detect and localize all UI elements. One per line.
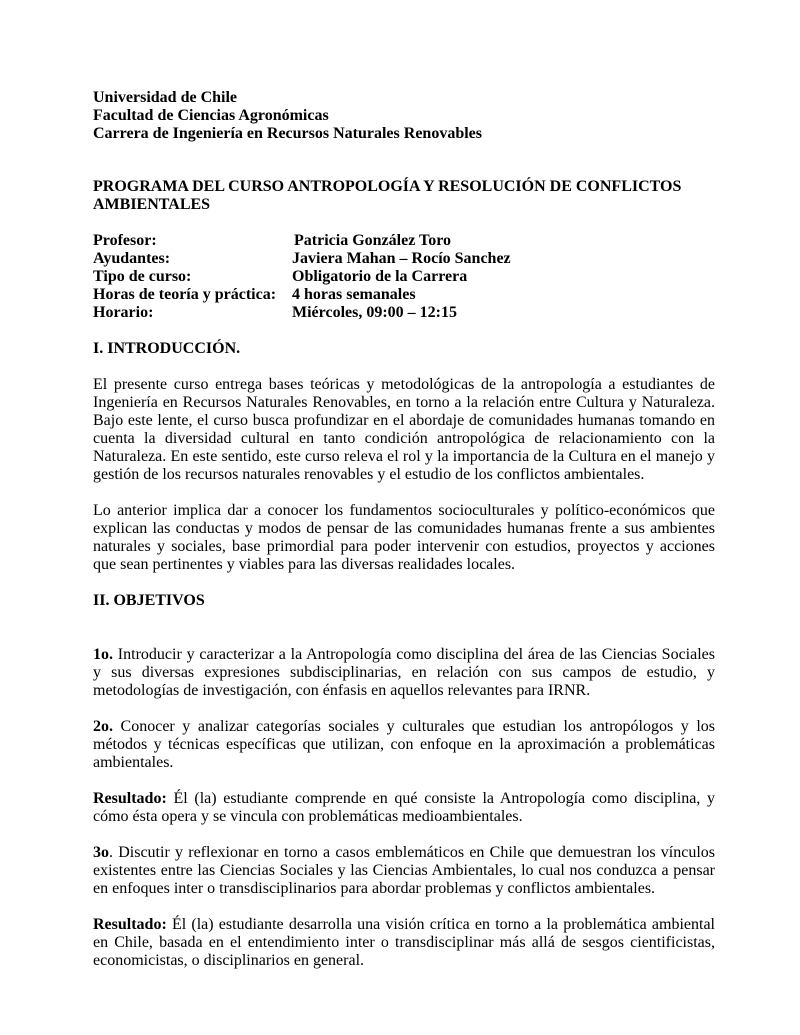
course-type-label: Tipo de curso:: [93, 268, 192, 285]
objective-3-label: 3o: [93, 844, 109, 861]
schedule-value: Miércoles, 09:00 – 12:15: [292, 304, 457, 321]
course-info-table: [93, 232, 511, 322]
objective-3: [93, 844, 715, 898]
objectives-heading: II. OBJETIVOS: [93, 592, 205, 609]
info-row-assistants: [93, 250, 511, 268]
info-row-course-type: [93, 268, 511, 286]
hours-label: Horas de teoría y práctica:: [93, 286, 277, 303]
course-type-value: Obligatorio de la Carrera: [292, 268, 468, 285]
result-2: [93, 790, 715, 826]
objective-2-label: 2o.: [93, 718, 113, 735]
objective-3-text: . Discutir y reflexionar en torno a casos emblemáticos en Chile que demuestran los vínculos existentes entre las Ciencias Sociales y las Ciencias Ambientales, lo cual nos conduzca a pensar en enfoques inter o transdisciplinarios para abordar problemas y conflictos ambientales.: [93, 844, 715, 897]
introduction-paragraph-2: Lo anterior implica dar a conocer los fundamentos socioculturales y político-económicos que explican las conductas y modos de pensar de las comunidades humanas frente a sus ambientes naturales y sociales, base primordial para poder intervenir con estudios, proyectos y acciones que sean pertinentes y viables para las diversas realidades locales.: [93, 502, 715, 573]
objective-2-text: Conocer y analizar categorías sociales y culturales que estudian los antropólogos y los métodos y técnicas específicas que utilizan, con enfoque en la aproximación a problemáticas ambientales.: [93, 718, 715, 771]
introduction-heading: I. INTRODUCCIÓN.: [93, 340, 241, 357]
assistants-value: Javiera Mahan – Rocío Sanchez: [292, 250, 511, 267]
university-name: Universidad de Chile: [93, 89, 238, 106]
introduction-paragraph-1: El presente curso entrega bases teóricas y metodológicas de la antropología a estudiantes de Ingeniería en Recursos Naturales Renovables, en torno a la relación entre Cultura y Naturaleza. Bajo este lente, el curso busca profundizar en el abordaje de comunidades humanas tomando en cuenta la diversidad cultural en tanto condición antropológica de relacionamiento con la Naturaleza. En este sentido, este curso releva el rol y la importancia de la Cultura en el manejo y gestión de los recursos naturales renovables y el estudio de los conflictos ambientales.: [93, 376, 715, 483]
hours-value: 4 horas semanales: [292, 286, 416, 303]
objective-1-label: 1o.: [93, 646, 113, 663]
objective-2: [93, 718, 715, 772]
info-row-schedule: [93, 304, 511, 322]
info-row-professor: [93, 232, 511, 250]
result-2-text: Él (la) estudiante comprende en qué consiste la Antropología como disciplina, y cómo ésta opera y se vincula con problemáticas medioambientales.: [93, 790, 715, 825]
professor-label: Profesor:: [93, 232, 157, 249]
info-row-hours: [93, 286, 511, 304]
career-name: Carrera de Ingeniería en Recursos Naturales Renovables: [93, 125, 482, 142]
objective-1: [93, 646, 715, 700]
schedule-label: Horario:: [93, 304, 154, 321]
result-2-label: Resultado:: [93, 790, 167, 807]
result-3-text: Él (la) estudiante desarrolla una visión crítica en torno a la problemática ambiental en Chile, basada en el entendimiento inter o transdisciplinar más allá de sesgos cientificistas, economicistas, o disciplinarios en general.: [93, 916, 715, 969]
professor-value: Patricia González Toro: [294, 232, 452, 249]
faculty-name: Facultad de Ciencias Agronómicas: [93, 107, 329, 124]
objective-1-text: Introducir y caracterizar a la Antropología como disciplina del área de las Ciencias Sociales y sus diversas expresiones subdisciplinarias, en relación con sus campos de estudio, y metodologías de investigación, con énfasis en aquellos relevantes para IRNR.: [93, 646, 715, 699]
document-header: [93, 89, 715, 143]
assistants-label: Ayudantes:: [93, 250, 171, 267]
document-page: [93, 89, 715, 970]
result-3: [93, 916, 715, 970]
result-3-label: Resultado:: [93, 916, 167, 933]
document-title: PROGRAMA DEL CURSO ANTROPOLOGÍA Y RESOLUCIÓN DE CONFLICTOS AMBIENTALES: [93, 178, 682, 213]
